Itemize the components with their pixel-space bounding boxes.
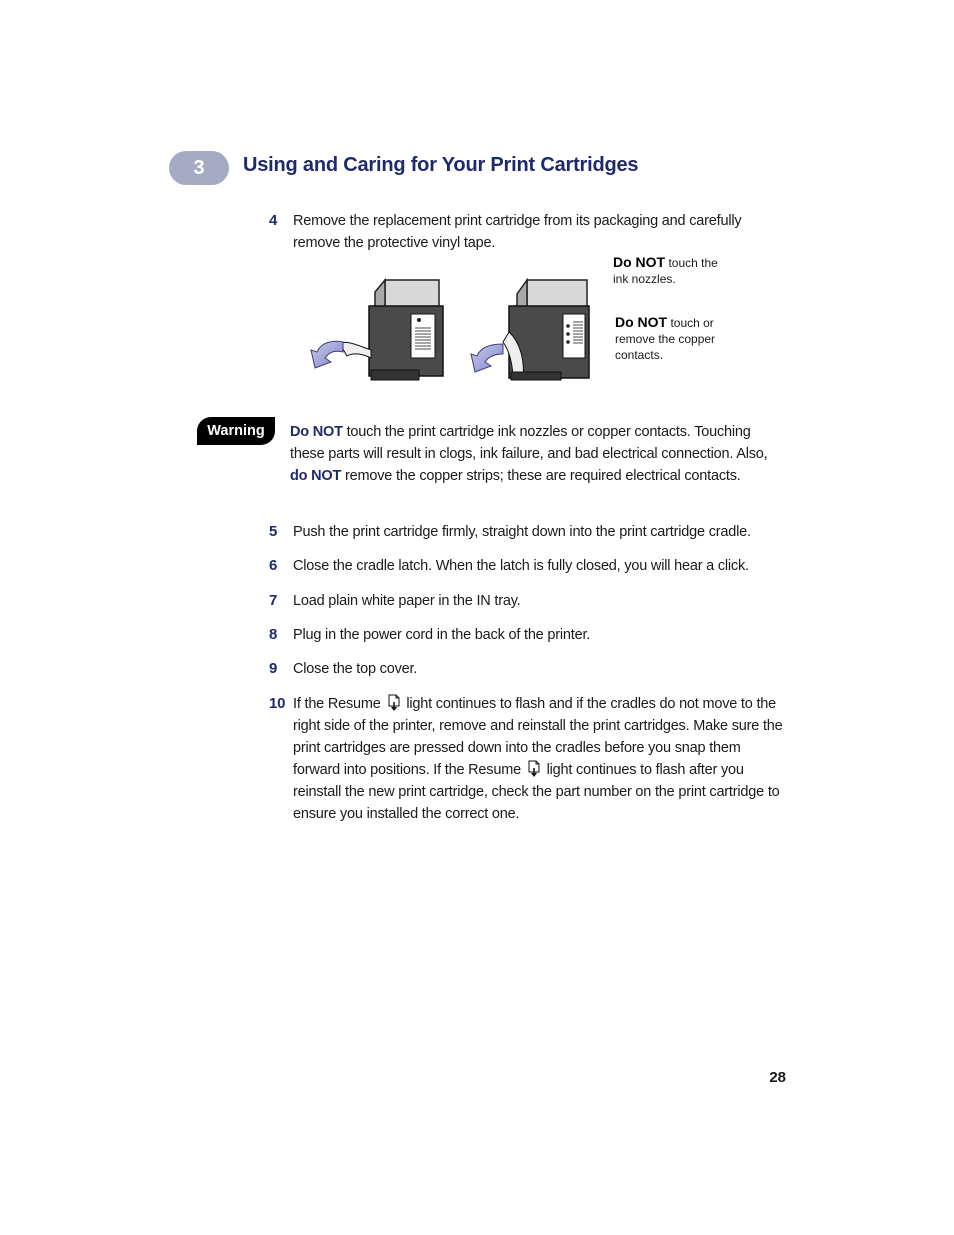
step-number: 6 [269,557,278,574]
warning-text [290,421,780,487]
step-6 [269,555,789,577]
step-5 [269,521,789,543]
step-number: 8 [269,626,278,643]
curved-arrow-icon [311,341,343,368]
step-text: Close the top cover. [293,661,418,677]
chapter-number-badge: 3 [169,151,229,185]
warning-text-1: touch the print cartridge ink nozzles or copper contacts. Touching these parts will result in clogs, ink failure, and bad electrical connection. Also, [290,424,768,462]
step-number: 5 [269,523,278,540]
print-cartridge-left-icon [340,280,443,380]
step-text: Remove the replacement print cartridge from its packaging and carefully remove the protective vinyl tape. [293,213,742,251]
cartridge-tape-removal-illustration [305,270,605,390]
step-number: 10 [269,695,286,712]
callout-nozzles-text: touch the ink nozzles. [613,256,718,286]
callout-nozzles [613,254,733,287]
warning-emphasis-2: do NOT [290,468,342,484]
step-9 [269,658,789,680]
callout-contacts [615,314,727,363]
step-10-text-a: If the Resume [293,696,381,712]
callout-nozzles-strong: Do NOT [613,254,666,270]
step-7 [269,590,789,612]
step-4 [269,210,789,254]
step-number: 4 [269,212,278,229]
chapter-title: Using and Caring for Your Print Cartridges [243,154,639,176]
step-10-text-b: light continues to flash and if the cradles do not move to the right side of the printer, remove and reinstall the print cartridges. Make sure the print cartridges are pressed down into the cradles before you snap them forward into positions. If the Resume [293,696,783,778]
step-text: Load plain white paper in the IN tray. [293,593,521,609]
step-10 [269,693,789,825]
step-8 [269,624,789,646]
step-number: 7 [269,592,278,609]
warning-text-2: remove the copper strips; these are required electrical contacts. [341,468,741,484]
step-text: Close the cradle latch. When the latch is fully closed, you will hear a click. [293,558,749,574]
warning-emphasis-1: Do NOT [290,424,343,440]
resume-paper-icon [527,760,541,778]
step-text [293,693,789,825]
resume-paper-icon [387,694,401,712]
step-number: 9 [269,660,278,677]
print-cartridge-right-icon [503,280,589,380]
step-10-text-c: light continues to flash after you reinstall the new print cartridge, check the part number on the print cartridge to ensure you installed the correct one. [293,762,780,822]
step-text: Plug in the power cord in the back of the printer. [293,627,591,643]
step-text: Push the print cartridge firmly, straight down into the print cartridge cradle. [293,524,751,540]
curved-arrow-icon [471,344,503,372]
warning-badge: Warning [197,417,275,445]
page-number: 28 [769,1069,786,1086]
callout-contacts-strong: Do NOT [615,314,668,330]
callout-contacts-text: touch or remove the copper contacts. [615,316,716,362]
